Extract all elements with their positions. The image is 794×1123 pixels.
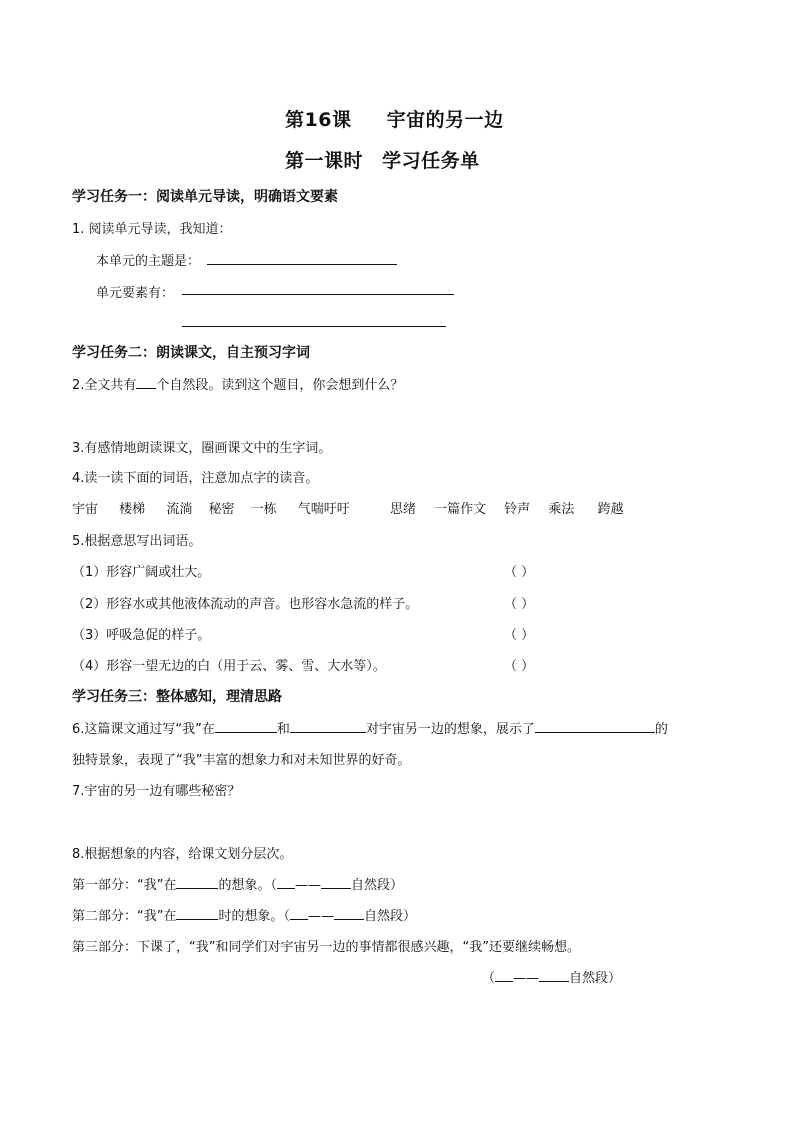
q6-blank-2[interactable]: [290, 718, 366, 733]
elements-label: 单元要素有：: [96, 286, 175, 301]
word-item: 一篇作文: [434, 502, 487, 517]
word-item: 楼梯: [119, 502, 146, 517]
word-item: 铃声: [504, 502, 531, 517]
word-item: 跨越: [597, 502, 624, 517]
part1-blank-end[interactable]: [321, 874, 351, 889]
answer-parens-1[interactable]: （ ）: [504, 565, 535, 580]
part3-text-c: 自然段）: [569, 971, 622, 986]
definition-4: （4）形容一望无边的白（用于云、雾、雪、大水等）。: [72, 659, 386, 674]
word-list: [72, 498, 641, 517]
question-7: 7.宇宙的另一边有哪些秘密？: [72, 784, 241, 799]
question-6-line2: 独特景象，表现了“我”丰富的想象力和对未知世界的好奇。: [72, 753, 411, 768]
q2-text-a: 2.全文共有: [72, 378, 137, 393]
part1-dash: ——: [295, 878, 321, 893]
question-6: [72, 718, 668, 737]
part-3-range: [482, 967, 621, 986]
part1-text-a: 第一部分：“我”在: [72, 878, 177, 893]
task2-heading: 学习任务二：朗读课文，自主预习字词: [72, 345, 310, 361]
part1-blank-start[interactable]: [277, 874, 295, 889]
part1-blank-place[interactable]: [176, 874, 218, 889]
definition-2: （2）形容水或其他液体流动的声音。也形容水急流的样子。: [72, 597, 419, 612]
question-2: [72, 374, 403, 393]
question-1: 1. 阅读单元导读，我知道：: [72, 222, 232, 237]
lesson-number: 第16课: [285, 109, 352, 131]
part3-open: （: [482, 971, 496, 986]
question-4: 4.读一读下面的词语，注意加点字的读音。: [72, 471, 319, 486]
part2-text-a: 第二部分：“我”在: [72, 909, 177, 924]
definition-3: （3）呼吸急促的样子。: [72, 628, 211, 643]
q6-text-b: 和: [276, 722, 290, 737]
part2-text-b: 时的想象。（: [218, 909, 290, 924]
q6-blank-3[interactable]: [535, 718, 655, 733]
part1-text-c: 自然段）: [351, 878, 404, 893]
part-2: [72, 905, 416, 924]
paragraph-count-blank[interactable]: [136, 374, 156, 389]
elements-answer-line-2[interactable]: [182, 326, 446, 327]
word-item: 宇宙: [72, 502, 99, 517]
theme-answer-line[interactable]: [207, 264, 397, 265]
answer-parens-2[interactable]: （ ）: [504, 597, 535, 612]
q2-text-b: 个自然段。读到这个题目，你会想到什么？: [156, 378, 404, 393]
part2-blank-end[interactable]: [334, 905, 364, 920]
answer-parens-4[interactable]: （ ）: [504, 659, 535, 674]
sheet-label: 学习任务单: [382, 150, 480, 172]
part2-blank-start[interactable]: [290, 905, 308, 920]
word-item: 秘密: [208, 502, 235, 517]
definition-1: （1）形容广阔或壮大。: [72, 565, 211, 580]
part3-blank-start[interactable]: [495, 967, 513, 982]
task1-heading: 学习任务一：阅读单元导读，明确语文要素: [72, 189, 338, 205]
task3-heading: 学习任务三：整体感知，理清思路: [72, 689, 282, 705]
part-1: [72, 874, 403, 893]
part2-dash: ——: [308, 909, 334, 924]
word-item: 乘法: [548, 502, 575, 517]
question-5: 5.根据意思写出词语。: [72, 534, 202, 549]
question-3: 3.有感情地朗读课文，圈画课文中的生字词。: [72, 441, 332, 456]
part-3: 第三部分：下课了，“我”和同学们对宇宙另一边的事情都很感兴趣，“我”还要继续畅想。: [72, 940, 580, 955]
session-label: 第一课时: [285, 150, 364, 172]
q6-blank-1[interactable]: [215, 718, 277, 733]
page-subtitle: [285, 146, 480, 173]
word-item: 气喘吁吁: [297, 502, 350, 517]
page-title: [285, 105, 504, 132]
answer-parens-3[interactable]: （ ）: [504, 628, 535, 643]
q6-text-c: 对宇宙另一边的想象，展示了: [365, 722, 535, 737]
theme-label: 本单元的主题是：: [96, 254, 201, 269]
lesson-name: 宇宙的另一边: [386, 109, 504, 131]
part1-text-b: 的想象。（: [218, 878, 277, 893]
word-item: 一栋: [250, 502, 277, 517]
part3-dash: ——: [513, 971, 540, 986]
elements-answer-line-1[interactable]: [182, 294, 454, 295]
word-item: 流淌: [166, 502, 193, 517]
question-8: 8.根据想象的内容，给课文划分层次。: [72, 847, 293, 862]
word-item: 思绪: [389, 502, 416, 517]
q6-text-a: 6.这篇课文通过写“我”在: [72, 722, 215, 737]
q6-text-d: 的: [654, 722, 668, 737]
part2-text-c: 自然段）: [364, 909, 417, 924]
part2-blank-time[interactable]: [176, 905, 218, 920]
part3-blank-end[interactable]: [539, 967, 569, 982]
